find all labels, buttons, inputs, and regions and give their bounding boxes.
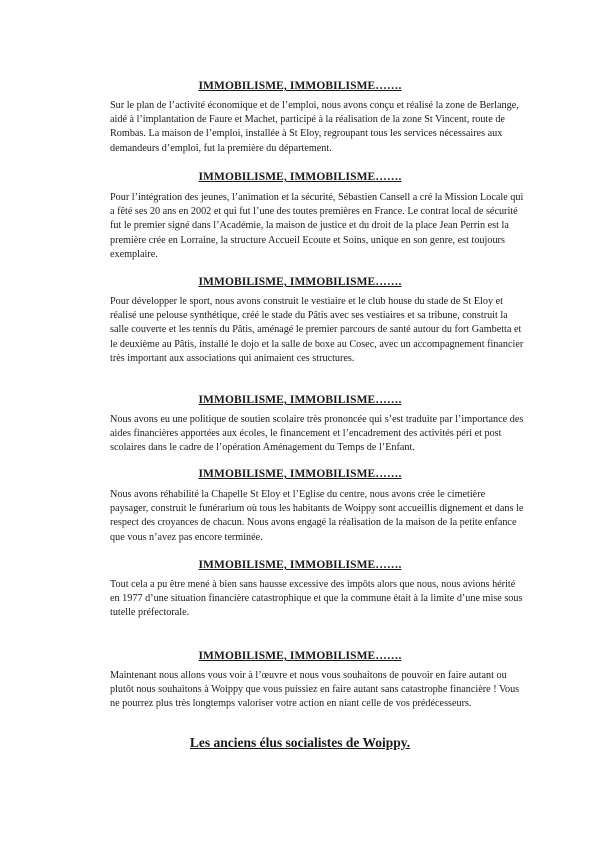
section-heading-2: IMMOBILISME, IMMOBILISME……. bbox=[198, 171, 402, 183]
section-paragraph-6: Tout cela a pu être mené à bien sans hausse excessive des impôts alors que nous, nous avions hérité en 1977 d’une situation financière catastrophique et que la commune était à la limite d’une mise sous tutelle préfectorale. bbox=[110, 579, 523, 619]
section-heading-6: IMMOBILISME, IMMOBILISME……. bbox=[198, 559, 402, 571]
section-heading-7: IMMOBILISME, IMMOBILISME……. bbox=[198, 650, 402, 662]
signature: Les anciens élus socialistes de Woippy. bbox=[189, 735, 411, 750]
section-paragraph-1: Sur le plan de l’activité économique et de l’emploi, nous avons conçu et réalisé la zone de Berlange, aidé à l’implantation de Faure et Machet, participé à la réalisation de la zone St Vincent, route de Rombas. La maison de l’emploi, installée à St Eloy, regroupant tous les services nécessaires aux demandeurs d’emploi, fut la première du département. bbox=[110, 100, 519, 154]
section-heading-1: IMMOBILISME, IMMOBILISME……. bbox=[198, 80, 402, 92]
section-paragraph-4: Nous avons eu une politique de soutien scolaire très prononcée qui s’est traduite par l’importance des aides financières apportées aux écoles, le financement et l’encadrement des activités péri et post scolaires dans le cadre de l’opération Aménagement du Temps de l’Enfant. bbox=[110, 414, 524, 454]
section-heading-4: IMMOBILISME, IMMOBILISME……. bbox=[198, 394, 402, 406]
section-paragraph-7: Maintenant nous allons vous voir à l’œuvre et nous vous souhaitons de pouvoir en faire autant ou plutôt nous souhaitons à Woippy que vous puissiez en faire autant sans catastrophe financière ! Vous ne pourrez plus très longtemps valoriser votre action en niant celle de vos prédécesseurs. bbox=[110, 670, 520, 710]
section-paragraph-5: Nous avons réhabilité la Chapelle St Eloy et l’Eglise du centre, nous avons crée le cimetière paysager, construit le funérarium où tous les habitants de Woippy sont accueillis dignement et dans le respect des croyances de chacun. Nous avons engagé la réalisation de la maison de la petite enfance que vous n’avez pas encore terminée. bbox=[110, 489, 524, 543]
section-paragraph-2: Pour l’intégration des jeunes, l’animation et la sécurité, Sébastien Cansell a cré la Mission Locale qui a fêté ses 20 ans en 2002 et qui fut l’une des toutes premières en France. Le contrat local de sécurité fut le premier signé dans l’Académie, la maison de justice et du droit de la place Jean Perrin est la première crée en Lorraine, la structure Accueil Ecoute et Soins, unique en son genre, est toujours exemplaire. bbox=[110, 192, 524, 260]
section-heading-5: IMMOBILISME, IMMOBILISME……. bbox=[198, 468, 402, 480]
section-paragraph-3: Pour développer le sport, nous avons construit le vestiaire et le club house du stade de St Eloy et réalisé une pelouse synthétique, créé le stade du Pâtis avec ses vestiaires et sa tribune, construit la salle couverte et les tennis du Pâtis, aménagé le premier parcours de santé autour du fort Gambetta et le deuxième au Pâtis, installé le dojo et la salle de boxe au Cosec, avec un accompagnement financier très important aux associations qui animaient ces structures. bbox=[110, 296, 524, 364]
section-heading-3: IMMOBILISME, IMMOBILISME……. bbox=[198, 276, 402, 288]
